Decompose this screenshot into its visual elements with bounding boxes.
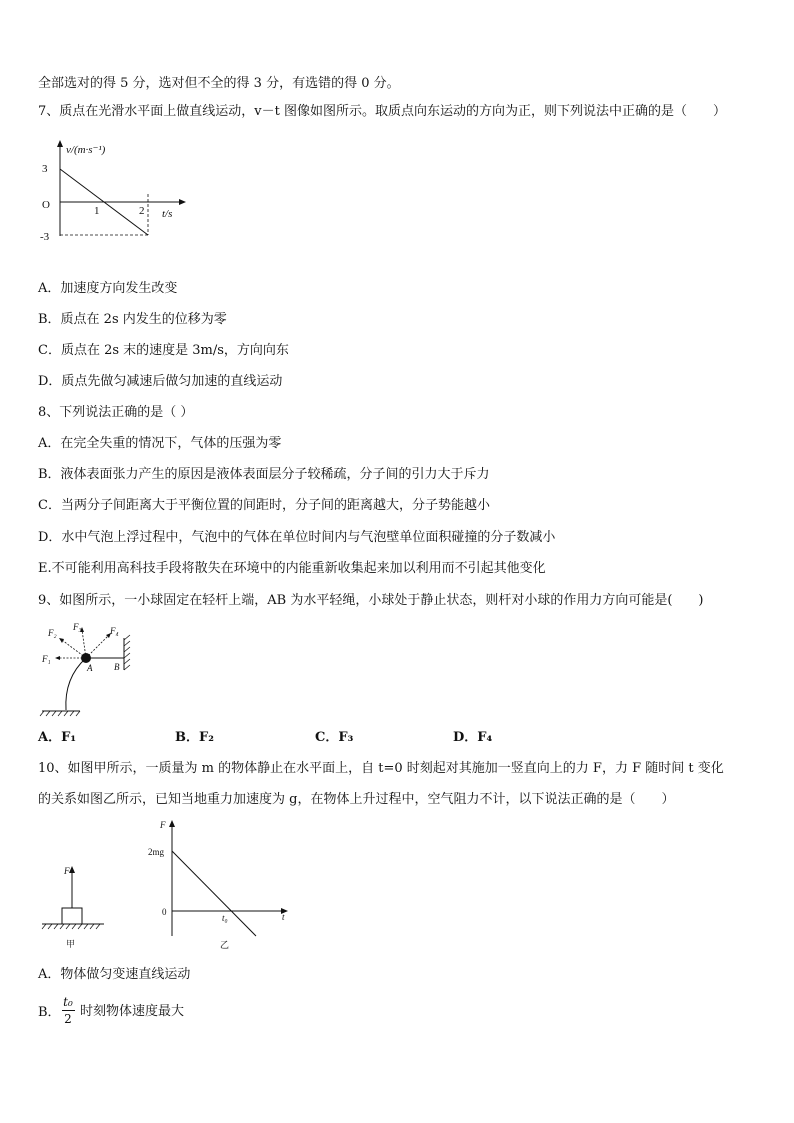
q10-force-line — [172, 851, 256, 936]
q10-option-b-text: 时刻物体速度最大 — [80, 1004, 185, 1019]
q10-xtick-t0: t₀ — [222, 913, 228, 923]
q8-option-a: A．在完全失重的情况下，气体的压强为零 — [38, 436, 282, 451]
q7-vt-graph — [36, 138, 196, 248]
scoring-note: 全部选对的得 5 分，选对但不全的得 3 分，有选错的得 0 分。 — [38, 76, 400, 91]
q10-xlabel-t: t — [282, 912, 285, 922]
q10-option-b-label: B． — [38, 1005, 61, 1020]
question-10-stem-line1: 10、如图甲所示，一质量为 m 的物体静止在水平面上，自 t=0 时刻起对其施加一竖直向上的力 F，力 F 随时间 t 变化 — [38, 761, 724, 776]
question-7-stem: 7、质点在光滑水平面上做直线运动，v－t 图像如图所示。取质点向东运动的方向为正，则下列说法中正确的是（ ） — [38, 104, 726, 119]
q10-figure-jia — [38, 858, 108, 953]
q10-jia-label-f: F — [64, 866, 70, 876]
q9-label-b: B — [114, 662, 120, 672]
q9-label-f3: F₃ — [73, 622, 82, 632]
q10-block — [62, 908, 82, 924]
question-10-stem-line2: 的关系如图乙所示，已知当地重力加速度为 g，在物体上升过程中，空气阻力不计，以下说法正确的是（ ） — [38, 792, 675, 807]
q7-y-arrow — [57, 140, 63, 147]
q7-xlabel: t/s — [162, 208, 173, 220]
q9-label-a: A — [87, 663, 93, 673]
q7-option-b: B．质点在 2s 内发生的位移为零 — [38, 312, 227, 327]
q10-yi-label-f: F — [160, 820, 166, 830]
q7-xtick-2: 2 — [139, 205, 145, 217]
q10-origin: 0 — [162, 907, 167, 917]
q8-option-b: B．液体表面张力产生的原因是液体表面层分子较稀疏，分子间的引力大于斥力 — [38, 467, 490, 482]
q9-label-f1: F₁ — [42, 654, 51, 664]
q9-option-a: A．F₁ — [38, 730, 77, 745]
q7-option-d: D．质点先做匀减速后做匀加速的直线运动 — [38, 374, 283, 389]
q7-ytick-neg3: -3 — [40, 231, 50, 243]
q8-option-c: C．当两分子间距离大于平衡位置的间距时，分子间的距离越大，分子势能越小 — [38, 498, 490, 513]
q9-option-d: D．F₄ — [453, 730, 493, 745]
q10-yi-caption: 乙 — [220, 940, 230, 950]
question-8-stem: 8、下列说法正确的是（ ） — [38, 405, 194, 420]
q9-rod — [66, 658, 86, 710]
q7-xtick-1: 1 — [94, 205, 100, 217]
q8-option-e: E.不可能利用高科技手段将散失在环境中的内能重新收集起来加以利用而不引起其他变化 — [38, 561, 546, 576]
q10-option-b-fraction-denominator: 2 — [64, 1012, 72, 1026]
q10-option-a: A．物体做匀变速直线运动 — [38, 967, 191, 982]
q9-label-f4: F₄ — [110, 626, 119, 636]
q10-option-b-fraction-bar — [62, 1010, 75, 1011]
q7-option-a: A．加速度方向发生改变 — [38, 281, 178, 296]
q9-option-c: C．F₃ — [315, 730, 354, 745]
q10-jia-caption: 甲 — [66, 939, 76, 949]
q10-ytick-2mg: 2mg — [148, 847, 165, 857]
q10-ft-graph — [140, 816, 300, 956]
q9-option-b: B．F₂ — [175, 730, 214, 745]
q10-option-b-fraction-numerator: t₀ — [63, 995, 73, 1009]
q9-label-f2: F₂ — [48, 628, 57, 638]
q8-option-d: D．水中气泡上浮过程中，气泡中的气体在单位时间内与气泡壁单位面积碰撞的分子数减小 — [38, 530, 556, 545]
q7-option-c: C．质点在 2s 末的速度是 3m/s，方向向东 — [38, 343, 289, 358]
q9-ball — [81, 653, 91, 663]
q7-ytick-3: 3 — [42, 163, 48, 175]
question-9-stem: 9、如图所示，一小球固定在轻杆上端，AB 为水平轻绳，小球处于静止状态，则杆对小球的作用力方向可能是( ) — [38, 593, 704, 608]
q9-figure — [36, 618, 146, 718]
q7-x-arrow — [179, 199, 186, 205]
q7-ylabel: v/(m·s⁻¹) — [66, 144, 106, 156]
q7-origin: O — [42, 199, 50, 211]
